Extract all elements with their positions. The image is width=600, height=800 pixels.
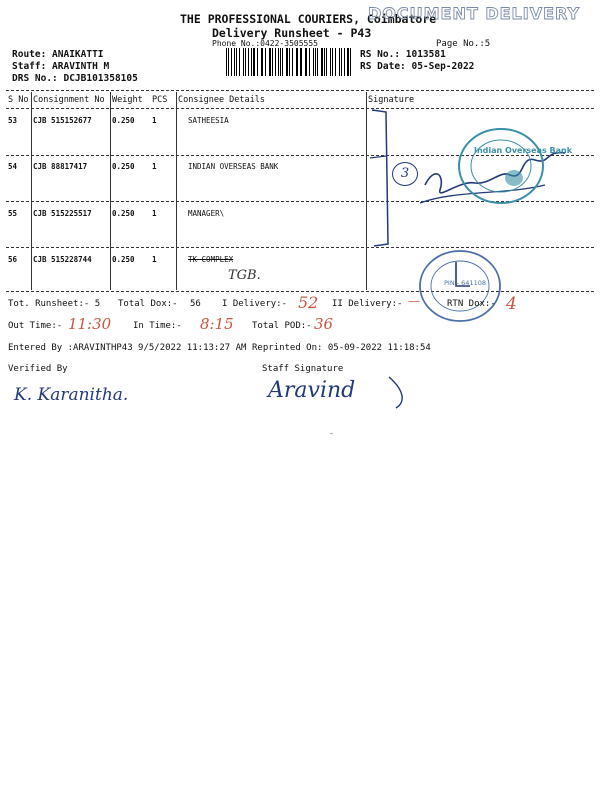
handwritten-note: TGB. <box>228 268 261 283</box>
barcode-bar <box>272 48 273 76</box>
barcode <box>226 48 352 76</box>
barcode-bar <box>344 48 345 76</box>
out-time-label: Out Time:- <box>8 321 63 331</box>
barcode-bar <box>297 48 298 76</box>
divider <box>6 90 594 91</box>
drs-number: DRS No.: DCJB101358105 <box>12 73 138 84</box>
pin-stamp-text: PIN - 641108 <box>444 279 486 287</box>
row-sno: 56 <box>8 255 18 264</box>
barcode-bar <box>251 48 252 76</box>
stray-mark: ˘ <box>329 432 334 441</box>
barcode-bar <box>309 48 310 76</box>
divider <box>6 247 594 248</box>
barcode-bar <box>324 48 325 76</box>
phone-number: Phone No.:0422-3505555 <box>212 39 318 48</box>
barcode-bar <box>289 48 290 76</box>
row-weight: 0.250 <box>112 209 135 218</box>
document-delivery-stamp: DOCUMENT DELIVERY <box>368 4 581 23</box>
barcode-bar <box>306 48 307 76</box>
in-time-label: In Time:- <box>133 321 182 331</box>
col-sno: S No <box>8 95 29 105</box>
row-sno: 55 <box>8 209 18 218</box>
total-pod-value: 36 <box>314 315 334 333</box>
barcode-bar <box>300 48 302 76</box>
staff-signature: Aravind <box>268 378 356 403</box>
row-sno: 54 <box>8 162 18 171</box>
i-delivery-value: 52 <box>298 293 319 312</box>
rs-date: RS Date: 05-Sep-2022 <box>360 61 475 72</box>
barcode-bar <box>305 48 306 76</box>
rtn-dox-value: 4 <box>506 294 517 314</box>
i-delivery-label: I Delivery:- <box>222 299 288 309</box>
divider <box>6 108 594 109</box>
barcode-bar <box>280 48 281 76</box>
col-pcs: PCS <box>152 95 168 105</box>
tot-runsheet: Tot. Runsheet:- 5 <box>8 299 101 309</box>
barcode-bar <box>350 48 351 76</box>
barcode-bar <box>248 48 249 76</box>
total-pod-label: Total POD:- <box>252 321 312 331</box>
route-label: Route: ANAIKATTI <box>12 49 104 60</box>
barcode-bar <box>239 48 240 76</box>
ii-delivery-value: — <box>408 294 420 308</box>
staff-signature-flourish <box>264 372 414 412</box>
barcode-bar <box>317 48 318 76</box>
barcode-bar <box>253 48 255 76</box>
divider <box>6 291 594 292</box>
barcode-bar <box>292 48 293 76</box>
row-pcs: 1 <box>152 116 157 125</box>
ii-delivery-label: II Delivery:- <box>332 299 403 309</box>
out-time-value: 11:30 <box>68 315 112 333</box>
barcode-bar <box>228 48 229 76</box>
barcode-bar <box>261 48 262 76</box>
barcode-bar <box>257 48 258 76</box>
row-weight: 0.250 <box>112 162 135 171</box>
row-weight: 0.250 <box>112 116 135 125</box>
barcode-bar <box>347 48 348 76</box>
row-consignee: TK COMPLEX <box>188 255 234 264</box>
row-consignment: CJB 515225517 <box>33 209 92 218</box>
barcode-bar <box>269 48 271 76</box>
in-time-value: 8:15 <box>200 315 234 333</box>
company-title: THE PROFESSIONAL COURIERS, Coimbatore <box>180 12 437 26</box>
col-consignee: Consignee Details <box>178 95 265 105</box>
barcode-bar <box>321 48 323 76</box>
col-weight: Weight <box>112 95 143 105</box>
row-sno: 53 <box>8 116 18 125</box>
barcode-bar <box>278 48 279 76</box>
verified-by-signature: K. Karanitha. <box>14 385 129 405</box>
barcode-bar <box>282 48 283 76</box>
row-consignee: INDIAN OVERSEAS BANK <box>188 162 279 171</box>
barcode-bar <box>226 48 227 76</box>
column-rule <box>176 92 177 290</box>
barcode-bar <box>332 48 333 76</box>
bank-stamp-text: Indian Overseas Bank <box>474 146 573 155</box>
row-weight: 0.250 <box>112 255 135 264</box>
col-consignment: Consignment No <box>33 95 105 105</box>
runsheet-title: Delivery Runsheet - P43 <box>212 26 372 40</box>
barcode-bar <box>313 48 314 76</box>
row-pcs: 1 <box>152 162 157 171</box>
barcode-bar <box>315 48 316 76</box>
col-signature: Signature <box>368 95 415 105</box>
row-consignment: CJB 88817417 <box>33 162 88 171</box>
column-rule <box>31 92 32 290</box>
barcode-bar <box>243 48 244 76</box>
row-consignee: MANAGER\ <box>188 209 225 218</box>
barcode-bar <box>234 48 235 76</box>
barcode-bar <box>286 48 288 76</box>
barcode-bar <box>245 48 246 76</box>
entered-by: Entered By :ARAVINTHP43 9/5/2022 11:13:27 AM <box>8 343 247 353</box>
total-dox-value: 56 <box>190 299 201 309</box>
barcode-bar <box>275 48 276 76</box>
staff-signature-label: Staff Signature <box>262 364 344 374</box>
row-consignment: CJB 515152677 <box>33 116 92 125</box>
barcode-bar <box>330 48 331 76</box>
barcode-bar <box>296 48 297 76</box>
barcode-bar <box>335 48 336 76</box>
rtn-dox-label: RTN Dox:- <box>447 299 496 309</box>
bank-stamp <box>456 126 546 206</box>
row-pcs: 1 <box>152 255 157 264</box>
barcode-bar <box>265 48 266 76</box>
reprinted-on: Reprinted On: 05-09-2022 11:18:54 <box>252 343 431 353</box>
column-rule <box>366 92 367 290</box>
rs-number: RS No.: 1013581 <box>360 49 446 60</box>
barcode-bar <box>339 48 341 76</box>
barcode-bar <box>262 48 263 76</box>
verified-by-label: Verified By <box>8 364 68 374</box>
row-consignee: SATHEESIA <box>188 116 229 125</box>
barcode-bar <box>236 48 238 76</box>
staff-label: Staff: ARAVINTH M <box>12 61 110 72</box>
total-dox-label: Total Dox:- <box>118 299 178 309</box>
barcode-bar <box>231 48 232 76</box>
row-pcs: 1 <box>152 209 157 218</box>
barcode-bar <box>341 48 342 76</box>
row-consignment: CJB 515228744 <box>33 255 92 264</box>
column-rule <box>110 92 111 290</box>
barcode-bar <box>326 48 327 76</box>
circled-number-text: 3 <box>400 166 410 181</box>
page-number: Page No.:5 <box>436 39 491 49</box>
